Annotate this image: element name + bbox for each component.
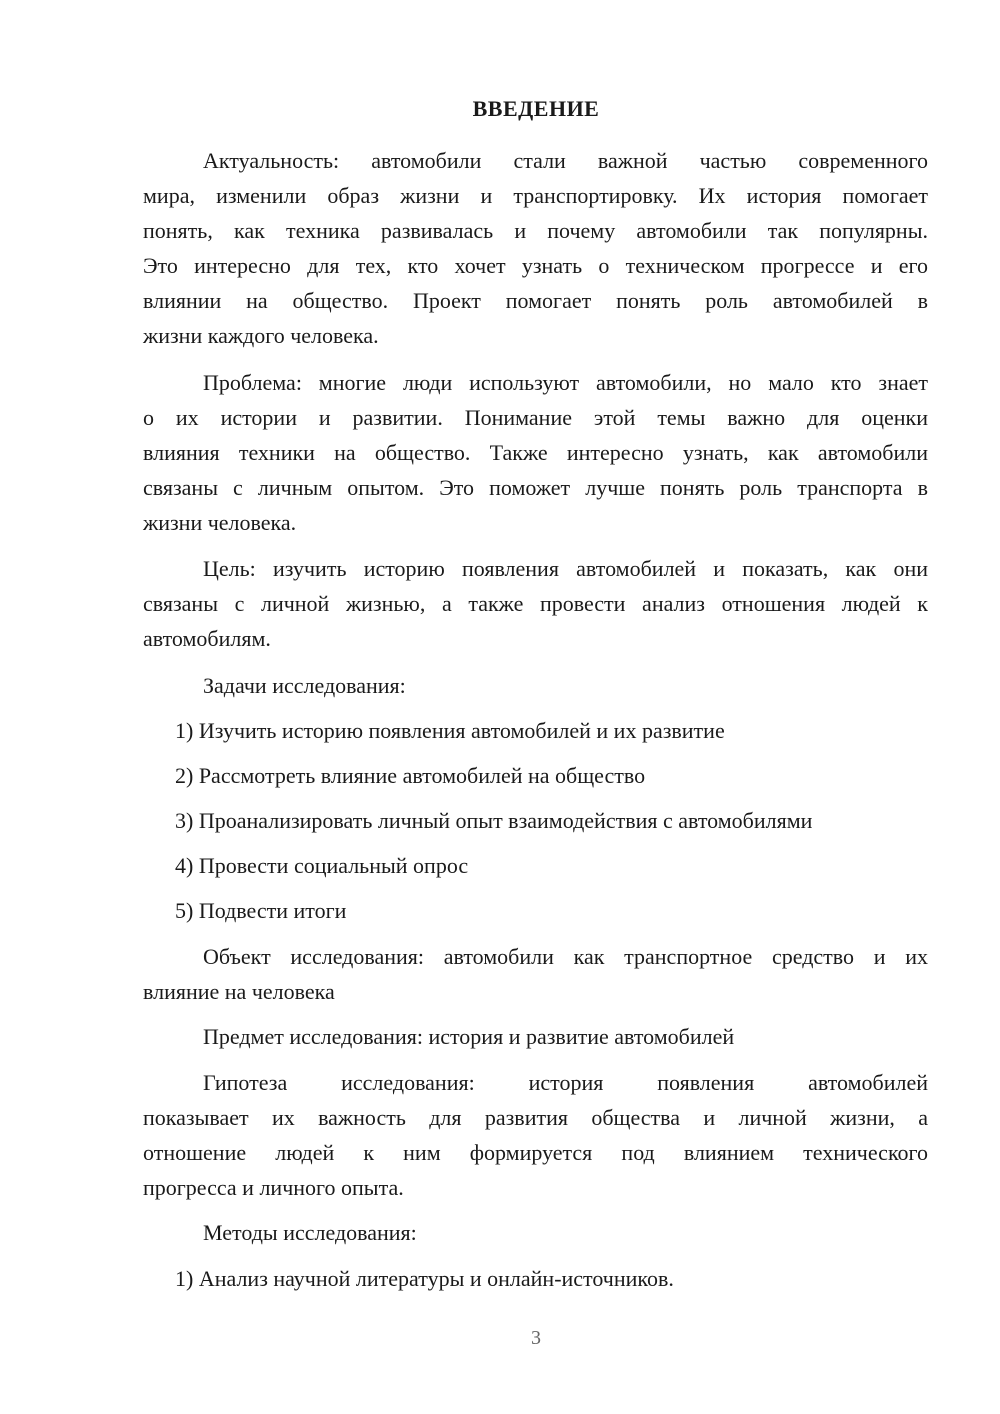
hypothesis-line: показывает их важность для развития общества и личной жизни, а xyxy=(143,1105,928,1130)
methods-heading: Методы исследования: xyxy=(203,1220,417,1245)
problem-line: о их истории и развитии. Понимание этой темы важно для оценки xyxy=(143,405,928,430)
goal-line: связаны с личной жизнью, а также провести анализ отношения людей к xyxy=(143,591,928,616)
problem-paragraph xyxy=(143,365,928,540)
relevance-line: влиянии на общество. Проект помогает понять роль автомобилей в xyxy=(143,288,928,313)
task-item: 4) Провести социальный опрос xyxy=(175,853,469,878)
task-item: 2) Рассмотреть влияние автомобилей на общество xyxy=(175,763,646,788)
hypothesis-line: Гипотеза исследования: история появления автомобилей xyxy=(203,1070,928,1095)
task-item: 5) Подвести итоги xyxy=(175,898,347,923)
method-item: 1) Анализ научной литературы и онлайн-источников. xyxy=(175,1266,674,1291)
hypothesis-line: отношение людей к ним формируется под влиянием технического xyxy=(143,1140,928,1165)
task-item: 1) Изучить историю появления автомобилей и их развитие xyxy=(175,718,725,743)
relevance-line: мира, изменили образ жизни и транспортировку. Их история помогает xyxy=(143,183,928,208)
relevance-line: Это интересно для тех, кто хочет узнать о техническом прогрессе и его xyxy=(143,253,928,278)
hypothesis-paragraph xyxy=(143,1065,928,1205)
goal-line: Цель: изучить историю появления автомобилей и показать, как они xyxy=(203,556,928,581)
relevance-line: понять, как техника развивалась и почему автомобили так популярны. xyxy=(143,218,928,243)
relevance-line: жизни каждого человека. xyxy=(143,323,379,348)
tasks-heading: Задачи исследования: xyxy=(203,673,406,698)
relevance-paragraph xyxy=(143,143,928,353)
object-paragraph xyxy=(143,939,928,1009)
tasks-heading-block xyxy=(143,668,928,703)
hypothesis-line: прогресса и личного опыта. xyxy=(143,1175,404,1200)
problem-line: связаны с личным опытом. Это поможет лучше понять роль транспорта в xyxy=(143,475,928,500)
goal-paragraph xyxy=(143,551,928,656)
page-title: ВВЕДЕНИЕ xyxy=(472,96,600,121)
goal-line: автомобилям. xyxy=(143,626,271,651)
task-item: 3) Проанализировать личный опыт взаимодействия с автомобилями xyxy=(175,808,813,833)
page-number: 3 xyxy=(531,1327,541,1349)
subject-line: Предмет исследования: история и развитие автомобилей xyxy=(203,1024,735,1049)
relevance-line: Актуальность: автомобили стали важной частью современного xyxy=(203,148,928,173)
problem-line: жизни человека. xyxy=(143,510,297,535)
problem-line: влияния техники на общество. Также интересно узнать, как автомобили xyxy=(143,440,928,465)
problem-line: Проблема: многие люди используют автомобили, но мало кто знает xyxy=(203,370,928,395)
object-line: Объект исследования: автомобили как транспортное средство и их xyxy=(203,944,928,969)
object-line: влияние на человека xyxy=(143,979,335,1004)
subject-paragraph xyxy=(143,1019,928,1054)
methods-heading-block xyxy=(143,1215,928,1250)
